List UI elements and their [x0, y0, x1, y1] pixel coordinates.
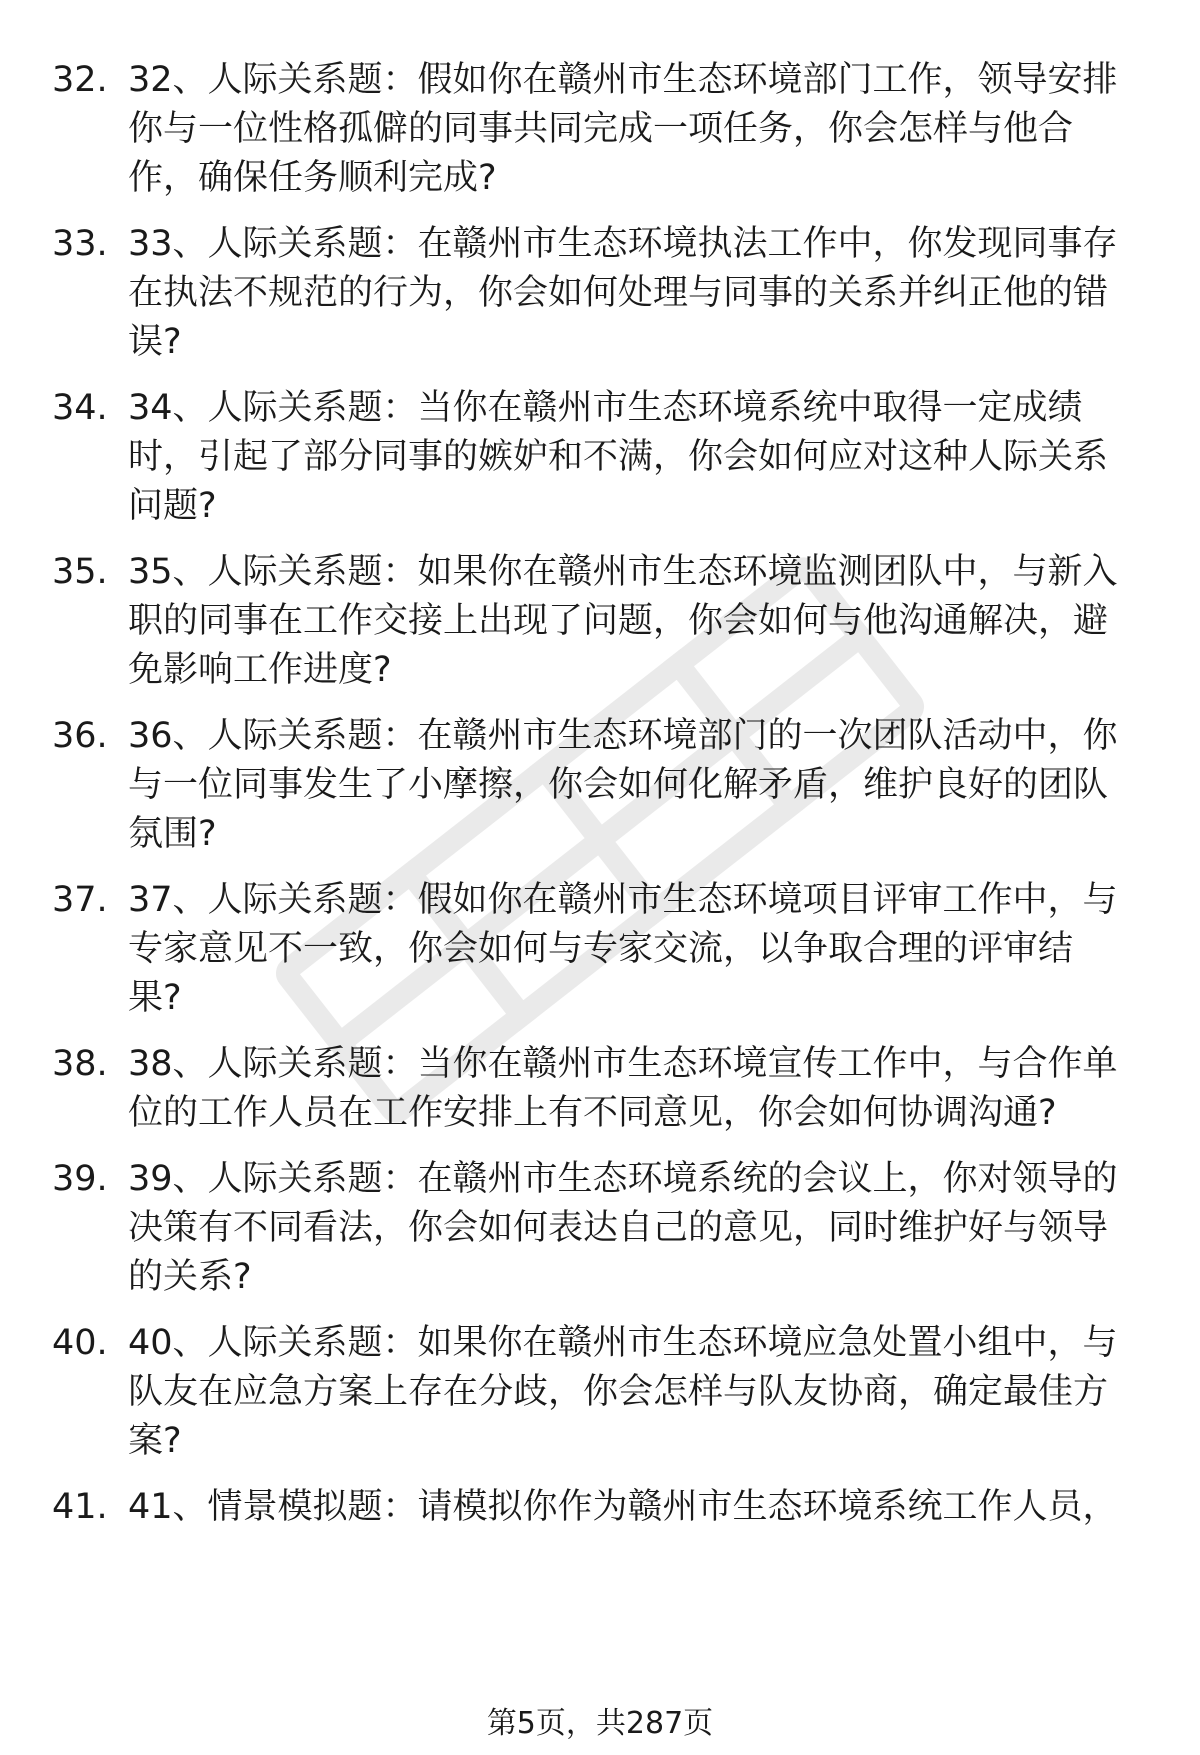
question-number: 35.	[52, 552, 108, 592]
question-number: 34.	[52, 388, 108, 428]
question-number: 38.	[52, 1044, 108, 1084]
question-number: 36.	[52, 716, 108, 756]
question-text	[128, 220, 1158, 367]
question-text-line: 免影响工作进度?	[128, 650, 392, 690]
question-text-line: 氛围?	[128, 814, 217, 854]
question-text-line: 41、情景模拟题：请模拟你作为赣州市生态环境系统工作人员，	[128, 1487, 1118, 1527]
question-text-line: 在执法不规范的行为，你会如何处理与同事的关系并纠正他的错	[128, 273, 1109, 313]
question-text-line: 案?	[128, 1421, 182, 1461]
question-text-line: 职的同事在工作交接上出现了问题，你会如何与他沟通解决，避	[128, 601, 1109, 641]
question-text	[128, 1483, 1158, 1532]
question-number: 37.	[52, 880, 108, 920]
question-number: 39.	[52, 1159, 108, 1199]
question-text-line: 34、人际关系题：当你在赣州市生态环境系统中取得一定成绩	[128, 388, 1083, 428]
question-text-line: 专家意见不一致，你会如何与专家交流，以争取合理的评审结	[128, 929, 1074, 969]
question-text-line: 与一位同事发生了小摩擦，你会如何化解矛盾，维护良好的团队	[128, 765, 1109, 805]
question-text-line: 位的工作人员在工作安排上有不同意见，你会如何协调沟通?	[128, 1093, 1057, 1133]
question-text-line: 果?	[128, 978, 182, 1018]
question-text-line: 误?	[128, 322, 182, 362]
question-text-line: 你与一位性格孤僻的同事共同完成一项任务，你会怎样与他合	[128, 109, 1074, 149]
question-text-line: 32、人际关系题：假如你在赣州市生态环境部门工作，领导安排	[128, 60, 1118, 100]
question-text	[128, 1155, 1158, 1302]
question-number: 32.	[52, 60, 108, 100]
question-text-line: 40、人际关系题：如果你在赣州市生态环境应急处置小组中，与	[128, 1323, 1118, 1363]
question-text	[128, 384, 1158, 531]
question-text	[128, 548, 1158, 695]
question-text-line: 决策有不同看法，你会如何表达自己的意见，同时维护好与领导	[128, 1208, 1109, 1248]
question-text-line: 的关系?	[128, 1257, 252, 1297]
question-text-line: 38、人际关系题：当你在赣州市生态环境宣传工作中，与合作单	[128, 1044, 1118, 1084]
question-number: 40.	[52, 1323, 108, 1363]
question-text-line: 39、人际关系题：在赣州市生态环境系统的会议上，你对领导的	[128, 1159, 1118, 1199]
question-text-line: 时，引起了部分同事的嫉妒和不满，你会如何应对这种人际关系	[128, 437, 1109, 477]
question-text	[128, 1040, 1158, 1138]
page-footer: 第5页，共287页	[486, 1706, 714, 1741]
question-text-line: 问题?	[128, 486, 217, 526]
question-text	[128, 56, 1158, 203]
question-text-line: 36、人际关系题：在赣州市生态环境部门的一次团队活动中，你	[128, 716, 1118, 756]
question-text-line: 35、人际关系题：如果你在赣州市生态环境监测团队中，与新入	[128, 552, 1118, 592]
question-text-line: 37、人际关系题：假如你在赣州市生态环境项目评审工作中，与	[128, 880, 1118, 920]
question-text	[128, 1319, 1158, 1466]
question-text-line: 队友在应急方案上存在分歧，你会怎样与队友协商，确定最佳方	[128, 1372, 1109, 1412]
question-text-line: 33、人际关系题：在赣州市生态环境执法工作中，你发现同事存	[128, 224, 1118, 264]
question-text	[128, 876, 1158, 1023]
question-number: 41.	[52, 1487, 108, 1527]
question-number: 33.	[52, 224, 108, 264]
question-text-line: 作，确保任务顺利完成?	[128, 158, 497, 198]
question-text	[128, 712, 1158, 859]
